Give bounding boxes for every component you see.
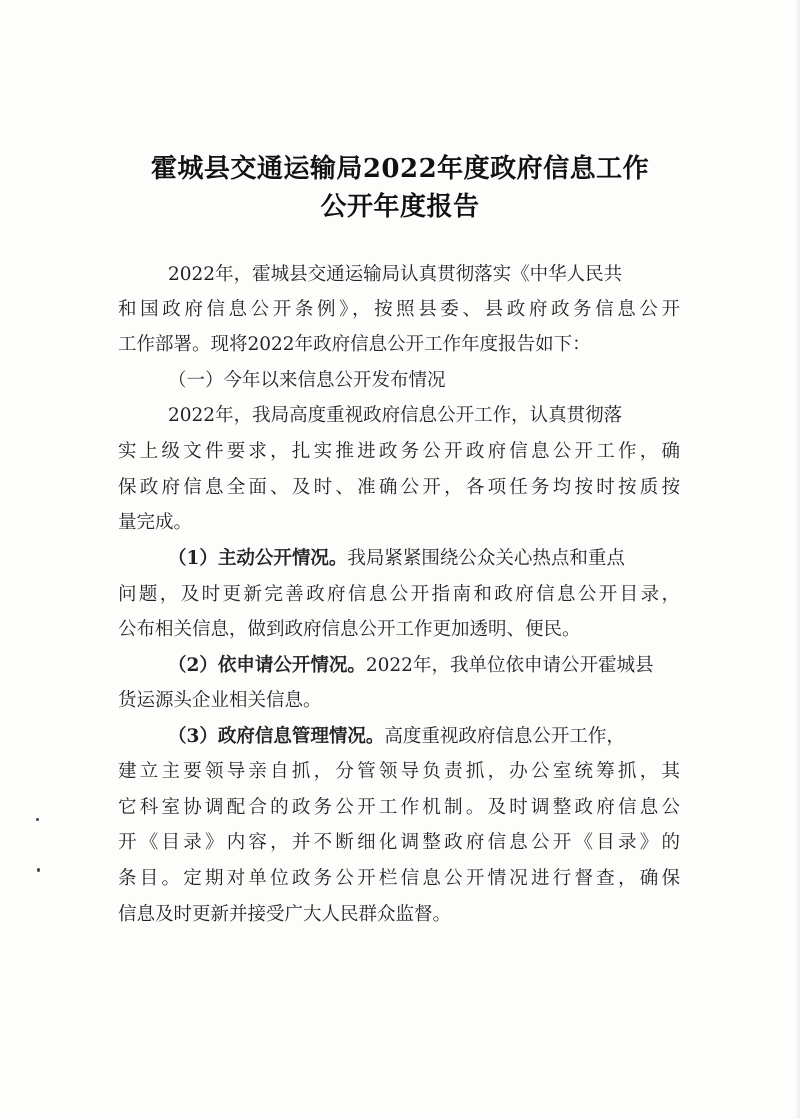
item3-line-2: 建立主要领导亲自抓，分管领导负责抓，办公室统筹抓，其 [118,761,680,782]
intro-line-1: 2022年，霍城县交通运输局认真贯彻落实《中华人民共 [168,264,623,285]
document-title-line1: 霍城县交通运输局2022年度政府信息工作 [150,154,650,184]
item3-line-1-text: 高度重视政府信息公开工作， [384,726,625,747]
document-title-line2: 公开年度报告 [320,192,480,222]
item3-line-1 [168,725,680,749]
item3-line-5: 条目。定期对单位政务公开栏信息公开情况进行督查，确保 [118,868,680,889]
item3-label: （3）政府信息管理情况。 [168,726,385,747]
item1-line-1-text: 我局紧紧围绕公众关心热点和重点 [347,548,625,569]
section1-line-1: 2022年，我局高度重视政府信息公开工作，认真贯彻落 [168,405,623,426]
section1-line-2: 实上级文件要求，扎实推进政务公开政府信息公开工作，确 [118,441,680,462]
item3-line-3: 它科室协调配合的政务公开工作机制。及时调整政府信息公 [118,797,680,818]
scan-speck [36,818,39,821]
item2-line-1 [168,654,680,678]
scan-speck [37,868,40,872]
item2-line-2: 货运源头企业相关信息。 [118,690,322,711]
item1-line-1 [168,547,680,571]
intro-line-3: 工作部署。现将2022年政府信息公开工作年度报告如下： [118,334,591,355]
item3-line-6: 信息及时更新并接受广大人民群众监督。 [118,904,452,925]
scan-edge-shadow [794,0,800,1119]
section1-line-3: 保政府信息全面、及时、准确公开，各项任务均按时按质按 [118,477,680,498]
item2-line-1-text: 2022年，我单位依申请公开霍城县 [365,655,654,676]
section-heading-1: （一）今年以来信息公开发布情况 [168,370,446,391]
item2-label: （2）依申请公开情况。 [168,655,366,676]
section1-line-4: 量完成。 [118,512,193,533]
item1-label: （1）主动公开情况。 [168,548,348,569]
item3-line-4: 开《目录》内容，并不断细化调整政府信息公开《目录》的 [118,832,680,853]
item1-line-3: 公布相关信息，做到政府信息公开工作更加透明、便民。 [118,619,581,640]
intro-line-2: 和国政府信息公开条例》，按照县委、县政府政务信息公开 [118,299,680,320]
item1-line-2: 问题，及时更新完善政府信息公开指南和政府信息公开目录， [118,584,680,605]
